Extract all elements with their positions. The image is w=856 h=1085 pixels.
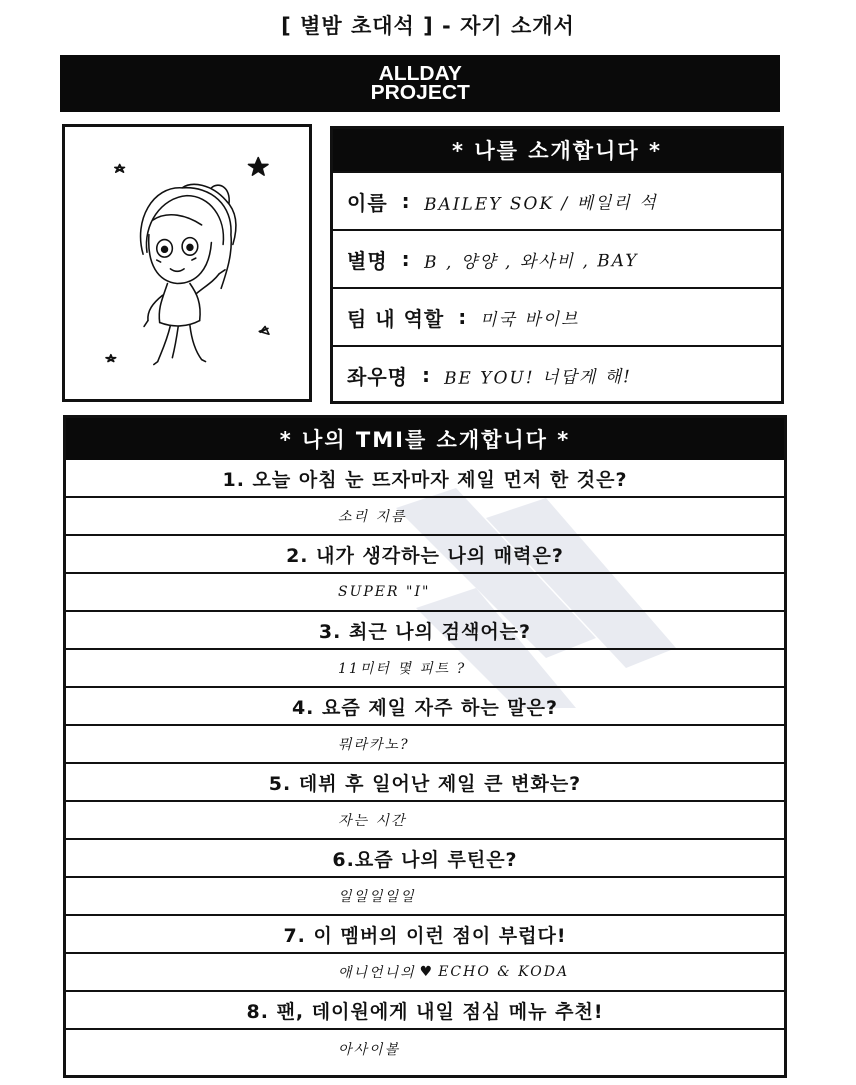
tmi-answer: 뭐라카노? [66, 726, 784, 764]
intro-value: BE YOU! 너답게 해! [443, 366, 633, 389]
tmi-question: 3. 최근 나의 검색어는? [66, 612, 784, 650]
intro-row-motto [333, 345, 781, 403]
answer-text: 애니언니의 [338, 965, 416, 981]
intro-label: 좌우명 [347, 364, 408, 389]
intro-row-name [333, 171, 781, 229]
intro-section [330, 126, 784, 404]
logo-line-2: PROJECT [370, 81, 470, 104]
colon-separator: : [458, 305, 467, 329]
chibi-drawing-icon [65, 127, 309, 399]
colon-separator: : [401, 189, 410, 213]
tmi-question: 8. 팬, 데이원에게 내일 점심 메뉴 추천! [66, 992, 784, 1030]
intro-value: BAILEY SOK / 베일리 석 [423, 192, 658, 215]
intro-label: 이름 [347, 190, 388, 215]
colon-separator: : [421, 363, 430, 387]
tmi-question: 7. 이 멤버의 이런 점이 부럽다! [66, 916, 784, 954]
tmi-question: 4. 요즘 제일 자주 하는 말은? [66, 688, 784, 726]
intro-value: 미국 바이브 [480, 309, 580, 330]
intro-value: B , 양양 , 와사비 , BAY [423, 250, 639, 273]
heart-icon: ♥ [419, 964, 435, 980]
intro-label: 별명 [347, 248, 388, 273]
colon-separator: : [401, 247, 410, 271]
answer-text: ECHO & KODA [438, 964, 570, 980]
allday-project-logo [370, 62, 470, 104]
tmi-answer: 아사이볼 [338, 1042, 401, 1058]
intro-header: * 나를 소개합니다 * [333, 129, 781, 171]
tmi-answer: 11미터 몇 피트 ? [66, 650, 784, 688]
tmi-section [63, 415, 787, 1078]
intro-row-role [333, 287, 781, 345]
tmi-answer: SUPER "I" [66, 574, 784, 612]
brand-banner [60, 55, 780, 112]
tmi-answer: 소리 지름 [66, 498, 784, 536]
tmi-question: 1. 오늘 아침 눈 뜨자마자 제일 먼저 한 것은? [66, 460, 784, 498]
tmi-question: 5. 데뷔 후 일어난 제일 큰 변화는? [66, 764, 784, 802]
self-portrait-drawing [62, 124, 312, 402]
tmi-question: 2. 내가 생각하는 나의 매력은? [66, 536, 784, 574]
tmi-question: 6.요즘 나의 루틴은? [66, 840, 784, 878]
tmi-answer [66, 954, 784, 992]
intro-label: 팀 내 역할 [347, 306, 445, 331]
tmi-answer: 자는 시간 [66, 802, 784, 840]
logo-line-1: ALLDAY [378, 62, 462, 85]
page-title: [ 별밤 초대석 ] - 자기 소개서 [281, 14, 575, 38]
tmi-header: * 나의 TMI를 소개합니다 * [66, 418, 784, 460]
intro-row-nickname [333, 229, 781, 287]
tmi-answer: 일일일일일 [66, 878, 784, 916]
